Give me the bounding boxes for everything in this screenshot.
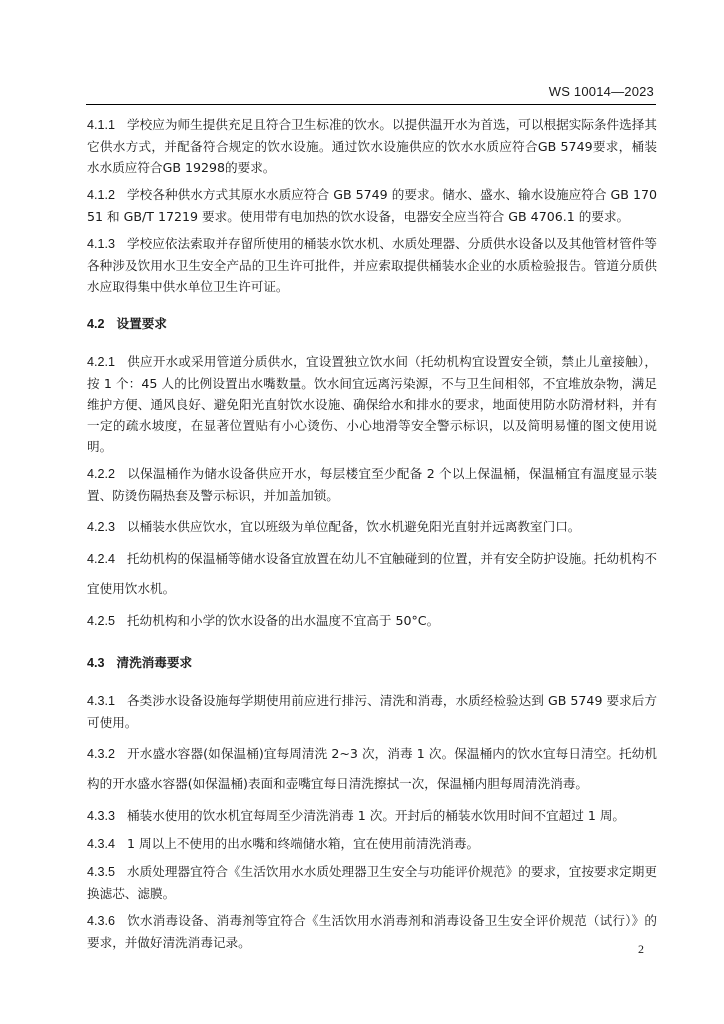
header-rule (86, 104, 656, 105)
clause-4-2-4 (87, 544, 657, 604)
clause-number: 4.3.4 (87, 837, 116, 851)
section-title: 设置要求 (116, 316, 167, 331)
clause-text: 开水盛水容器(如保温桶)宜每周清洗 2~3 次，消毒 1 次。保温桶内的饮水宜每日清空。托幼机构的开水盛水容器(如保温桶)表面和壶嘴宜每日清洗擦拭一次，保温桶内胆每周清洗消毒。 (87, 746, 657, 791)
document-body (87, 114, 657, 959)
section-heading-4-2 (87, 313, 657, 335)
clause-number: 4.3.3 (87, 809, 116, 823)
clause-text: 学校各种供水方式其原水水质应符合 GB 5749 的要求。储水、盛水、输水设施应符合 GB 17051 和 GB/T 17219 要求。使用带有电加热的饮水设备，电器安全应当符合 GB 4706.1 的要求。 (87, 187, 657, 224)
clause-number: 4.3.2 (87, 747, 116, 761)
clause-4-2-3 (87, 512, 657, 542)
clause-number: 4.2.3 (87, 520, 116, 534)
clause-4-2-2 (87, 463, 657, 506)
clause-number: 4.2.5 (87, 614, 116, 628)
clause-text: 学校应为师生提供充足且符合卫生标准的饮水。以提供温开水为首选，可以根据实际条件选择其它供水方式，并配备符合规定的饮水设施。通过饮水设施供应的饮水水质应符合GB 5749要求，桶装水水质应符合GB 19298的要求。 (87, 117, 657, 175)
clause-number: 4.1.1 (87, 118, 116, 132)
clause-number: 4.1.2 (87, 188, 116, 202)
clause-text: 学校应依法索取并存留所使用的桶装水饮水机、水质处理器、分质供水设备以及其他管材管件等各种涉及饮用水卫生安全产品的卫生许可批件，并应索取提供桶装水企业的水质检验报告。管道分质供水应取得集中供水单位卫生许可证。 (87, 236, 657, 294)
clause-4-3-4 (87, 833, 657, 855)
clause-4-3-3 (87, 801, 657, 831)
clause-text: 1 周以上不使用的出水嘴和终端储水箱，宜在使用前清洗消毒。 (127, 836, 480, 851)
clause-4-1-3 (87, 233, 657, 297)
clause-text: 供应开水或采用管道分质供水，宜设置独立饮水间（托幼机构宜设置安全锁，禁止儿童接触），按 1 个：45 人的比例设置出水嘴数量。饮水间宜远离污染源，不与卫生间相邻，不宜堆放杂物，满足维护方便、通风良好、避免阳光直射饮水设施、确保给水和排水的要求，地面使用防水防滑材料，并有一定的疏水坡度，在显著位置贴有小心烫伤、小心地滑等安全警示标识，以及简明易懂的图文使用说明。 (87, 354, 657, 454)
clause-number: 4.2.1 (87, 355, 116, 369)
clause-4-1-2 (87, 184, 657, 227)
section-heading-4-3 (87, 652, 657, 674)
clause-text: 以保温桶作为储水设备供应开水，每层楼宜至少配备 2 个以上保温桶，保温桶宜有温度显示装置、防烫伤隔热套及警示标识，并加盖加锁。 (87, 466, 657, 503)
clause-text: 各类涉水设备设施每学期使用前应进行排污、清洗和消毒，水质经检验达到 GB 5749 要求后方可使用。 (87, 693, 657, 730)
clause-4-3-2 (87, 739, 657, 799)
clause-number: 4.2.4 (87, 552, 116, 566)
clause-4-3-5 (87, 861, 657, 904)
section-number: 4.2 (87, 317, 105, 331)
clause-text: 以桶装水供应饮水，宜以班级为单位配备，饮水机避免阳光直射并远离教室门口。 (127, 519, 581, 534)
page-number: 2 (638, 942, 644, 956)
clause-4-2-5 (87, 606, 657, 636)
clause-text: 托幼机构的保温桶等储水设备宜放置在幼儿不宜触碰到的位置，并有安全防护设施。托幼机构不宜使用饮水机。 (87, 551, 657, 596)
clause-4-2-1 (87, 351, 657, 457)
clause-number: 4.3.6 (87, 914, 116, 928)
clause-number: 4.1.3 (87, 237, 116, 251)
section-title: 清洗消毒要求 (116, 655, 193, 670)
clause-number: 4.3.1 (87, 694, 116, 708)
clause-number: 4.3.5 (87, 865, 116, 879)
clause-text: 水质处理器宜符合《生活饮用水水质处理器卫生安全与功能评价规范》的要求，宜按要求定期更换滤芯、滤膜。 (87, 864, 657, 901)
clause-text: 桶装水使用的饮水机宜每周至少清洗消毒 1 次。开封后的桶装水饮用时间不宜超过 1 周。 (127, 808, 626, 823)
standard-code-header: WS 10014—2023 (548, 84, 654, 99)
clause-text: 饮水消毒设备、消毒剂等宜符合《生活饮用水消毒剂和消毒设备卫生安全评价规范（试行）》的要求，并做好清洗消毒记录。 (87, 913, 657, 950)
clause-text: 托幼机构和小学的饮水设备的出水温度不宜高于 50°C。 (127, 613, 440, 628)
clause-number: 4.2.2 (87, 467, 116, 481)
clause-4-1-1 (87, 114, 657, 178)
section-number: 4.3 (87, 656, 105, 670)
clause-4-3-6 (87, 910, 657, 953)
clause-4-3-1 (87, 690, 657, 733)
